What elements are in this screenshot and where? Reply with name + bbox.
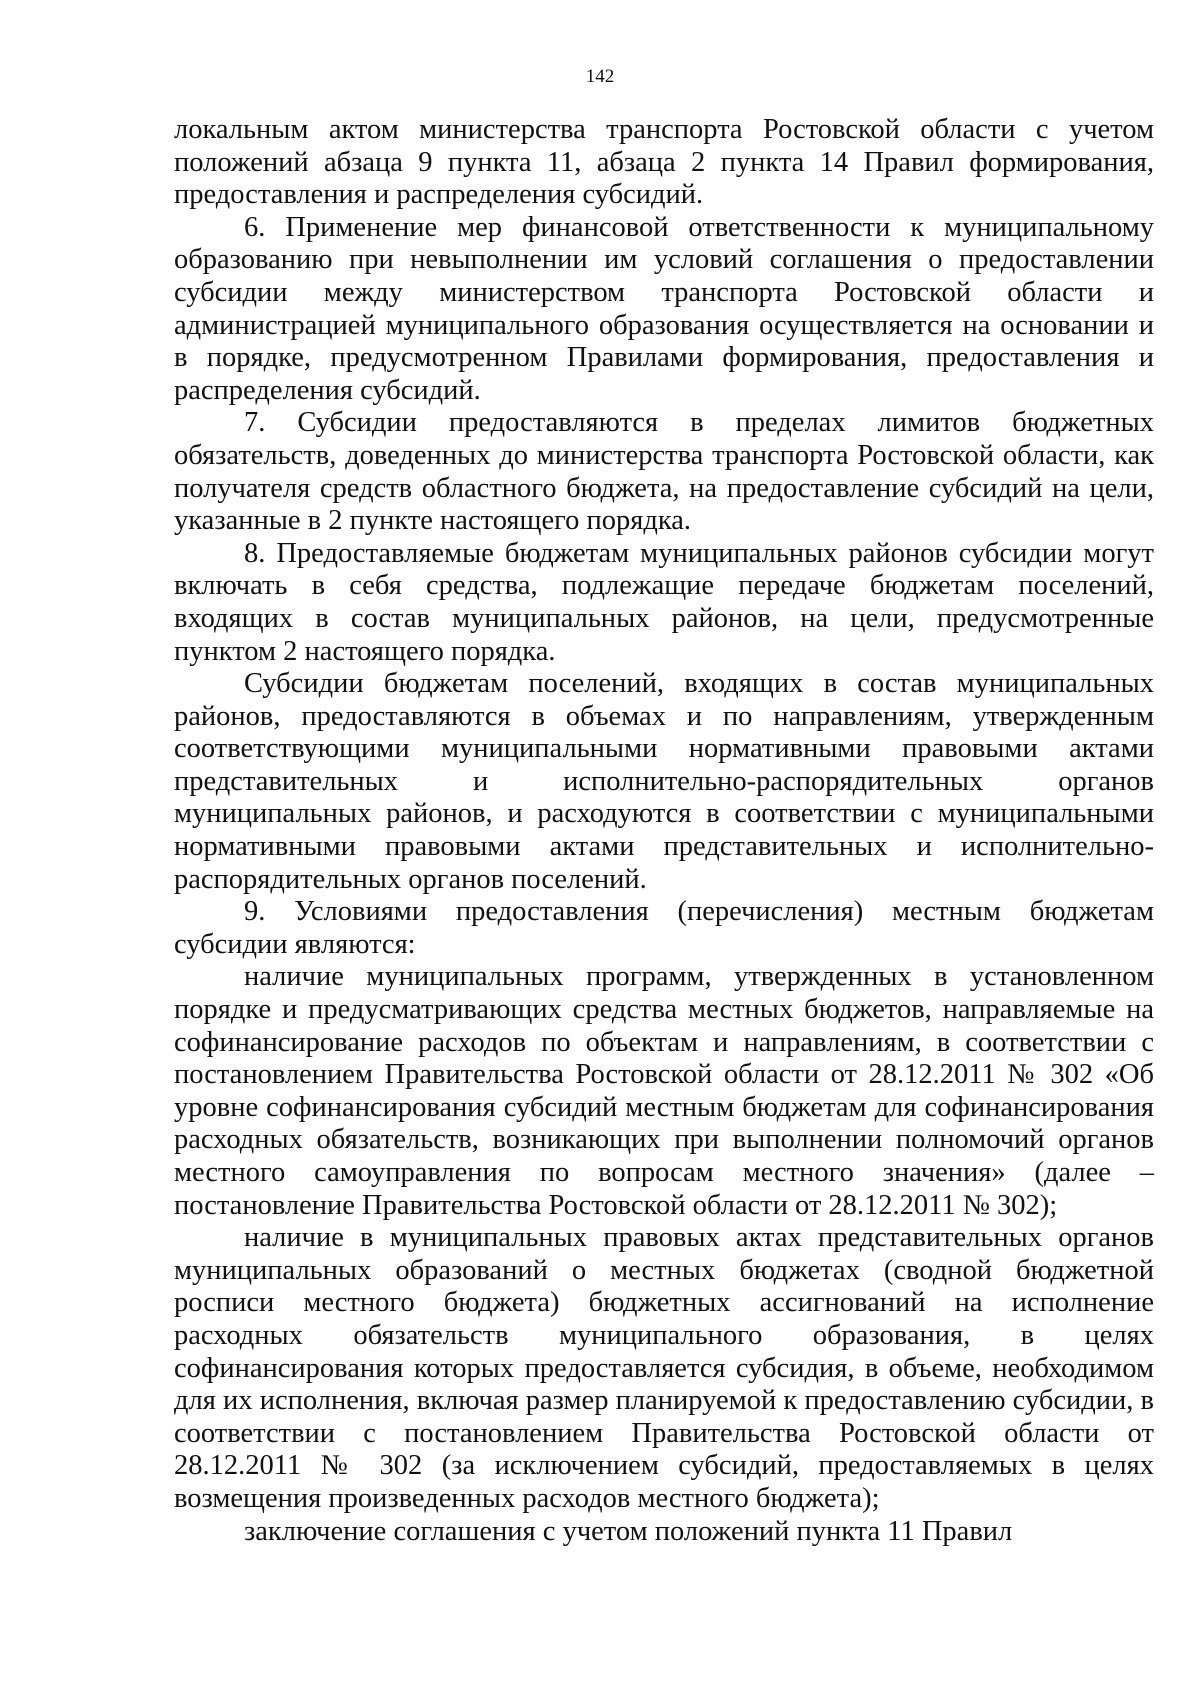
paragraph-condition-agreement: заключение соглашения с учетом положений пункта 11 Правил <box>244 1515 1013 1547</box>
paragraph-item-6: 6. Применение мер финансовой ответственности к муниципальному образованию при невыполнении им условий соглашения о предоставлении субсидии между министерством транспорта Ростовской области и администрацией муниципального образования осуществляется на основании и в порядке, предусмотренном Правилами формирования, предоставления и распределения субсидий. <box>174 211 1154 406</box>
document-body <box>174 114 1154 1548</box>
paragraph-condition-programs: наличие муниципальных программ, утвержденных в установленном порядке и предусматривающих средства местных бюджетов, направляемые на софинансирование расходов по объектам и направлениям, в соответствии с постановлением Правительства Ростовской области от 28.12.2011 № 302 «Об уровне софинансирования субсидий местным бюджетам для софинансирования расходных обязательств, возникающих при выполнении полномочий органов местного самоуправления по вопросам местного значения» (далее – постановление Правительства Ростовской области от 28.12.2011 № 302); <box>174 961 1154 1221</box>
paragraph-item-8: 8. Предоставляемые бюджетам муниципальных районов субсидии могут включать в себя средства, подлежащие передаче бюджетам поселений, входящих в состав муниципальных районов, на цели, предусмотренные пунктом 2 настоящего порядка. <box>174 537 1154 667</box>
paragraph-continuation: локальным актом министерства транспорта Ростовской области с учетом положений абзаца 9 пункта 11, абзаца 2 пункта 14 Правил формирования, предоставления и распределения субсидий. <box>174 114 1154 211</box>
page-number: 142 <box>585 66 615 87</box>
paragraph-settlement-subsidies: Субсидии бюджетам поселений, входящих в состав муниципальных районов, предоставляются в объемах и по направлениям, утвержденным соответствующими муниципальными нормативными правовыми актами представительных и исполнительно-распорядительных органов муниципальных районов, и расходуются в соответствии с муниципальными нормативными правовыми актами представительных и исполнительно-распорядительных органов поселений. <box>174 668 1154 895</box>
paragraph-item-9: 9. Условиями предоставления (перечисления) местным бюджетам субсидии являются: <box>174 896 1154 960</box>
paragraph-item-7: 7. Субсидии предоставляются в пределах лимитов бюджетных обязательств, доведенных до министерства транспорта Ростовской области, как получателя средств областного бюджета, на предоставление субсидий на цели, указанные в 2 пункте настоящего порядка. <box>174 407 1154 537</box>
paragraph-condition-appropriations: наличие в муниципальных правовых актах представительных органов муниципальных образований о местных бюджетах (сводной бюджетной росписи местного бюджета) бюджетных ассигнований на исполнение расходных обязательств муниципального образования, в целях софинансирования которых предоставляется субсидия, в объеме, необходимом для их исполнения, включая размер планируемой к предоставлению субсидии, в соответствии с постановлением Правительства Ростовской области от 28.12.2011 № 302 (за исключением субсидий, предоставляемых в целях возмещения произведенных расходов местного бюджета); <box>174 1222 1154 1514</box>
